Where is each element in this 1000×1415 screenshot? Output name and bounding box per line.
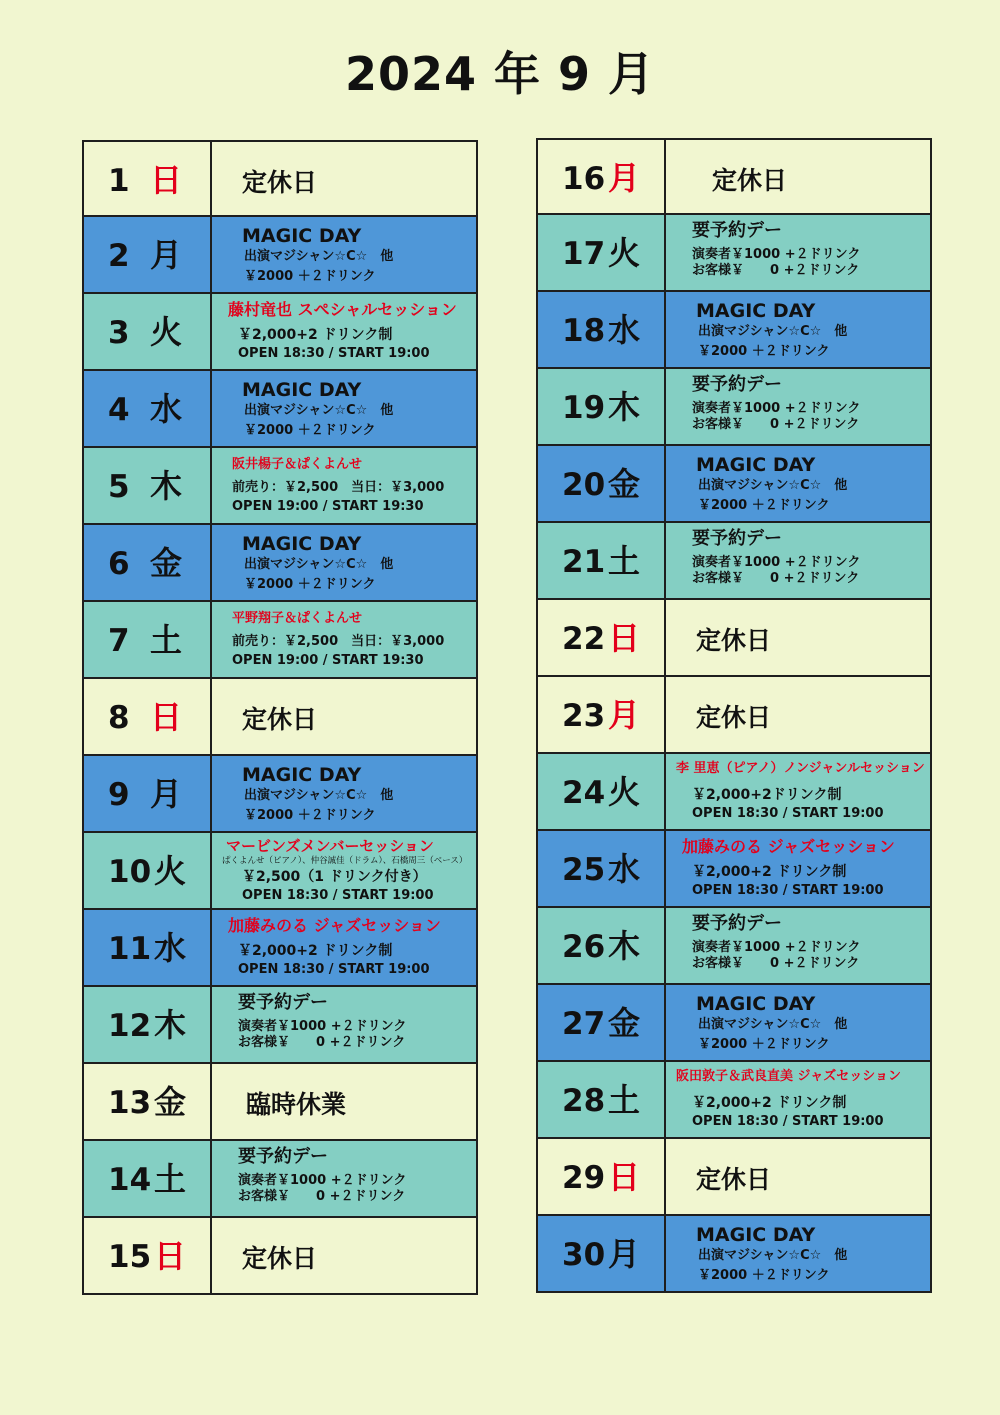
event-title: 要予約デー (238, 992, 328, 1013)
guest-fee: お客様￥ 0 +２ドリンク (692, 417, 860, 432)
day-number: 9 (108, 777, 130, 813)
event-title: 要予約デー (692, 528, 782, 549)
day-number: 3 (108, 315, 130, 351)
day-row (84, 602, 476, 679)
day-row (538, 138, 930, 215)
day-cell (84, 910, 212, 985)
closed-label: 臨時休業 (246, 1090, 347, 1119)
day-number: 15 (108, 1239, 152, 1275)
day-cell (84, 1218, 212, 1293)
event-price: 前売り：￥2,500 当日：￥3,000 (232, 634, 445, 649)
weekday: 水 (150, 390, 183, 428)
closed-label: 定休日 (242, 168, 318, 197)
day-cell (538, 908, 666, 983)
day-number: 12 (108, 1008, 152, 1044)
day-row (84, 833, 476, 910)
day-number: 10 (108, 854, 152, 890)
closed-label: 定休日 (242, 1244, 318, 1273)
day-row (538, 369, 930, 446)
event-title: MAGIC DAY (696, 993, 816, 1015)
weekday: 月 (150, 775, 183, 813)
day-row (84, 1141, 476, 1218)
event-time: OPEN 18:30 / START 19:00 (692, 1114, 884, 1129)
event-title: MAGIC DAY (242, 533, 362, 555)
event-price: 前売り：￥2,500 当日：￥3,000 (232, 480, 445, 495)
day-cell (84, 448, 212, 523)
event-cell (210, 142, 476, 215)
performer-fee: 演奏者￥1000 +２ドリンク (238, 1173, 407, 1188)
day-cell (84, 679, 212, 754)
weekday: 日 (608, 1158, 641, 1196)
weekday: 木 (608, 927, 641, 965)
day-number: 25 (562, 852, 606, 888)
day-cell (538, 523, 666, 598)
event-performers: 出演マジシャン☆C☆ 他 (244, 403, 394, 418)
day-cell (84, 525, 212, 600)
weekday: 火 (150, 313, 183, 351)
day-number: 29 (562, 1160, 606, 1196)
event-cell (664, 446, 930, 521)
event-title: 李 里恵（ピアノ）ノンジャンルセッション (676, 761, 925, 776)
performer-fee: 演奏者￥1000 +２ドリンク (238, 1019, 407, 1034)
event-cell (210, 217, 476, 292)
day-cell (538, 369, 666, 444)
day-number: 5 (108, 469, 130, 505)
day-cell (84, 756, 212, 831)
event-cell (664, 600, 930, 675)
day-row (538, 523, 930, 600)
weekday: 月 (150, 236, 183, 274)
event-title: MAGIC DAY (696, 454, 816, 476)
day-cell (538, 140, 666, 213)
weekday: 金 (608, 1004, 641, 1042)
day-number: 16 (562, 161, 606, 197)
event-price: ￥2000 ＋２ドリンク (244, 577, 376, 592)
event-title: マービンズメンバーセッション (226, 837, 434, 855)
day-number: 17 (562, 236, 606, 272)
day-number: 19 (562, 390, 606, 426)
event-cell (664, 985, 930, 1060)
day-row (538, 292, 930, 369)
weekday: 日 (154, 1237, 187, 1275)
day-number: 22 (562, 621, 606, 657)
day-number: 24 (562, 775, 606, 811)
event-time: OPEN 18:30 / START 19:00 (692, 806, 884, 821)
event-cell (210, 371, 476, 446)
day-number: 7 (108, 623, 130, 659)
day-row (84, 910, 476, 987)
event-title: 要予約デー (692, 913, 782, 934)
weekday: 日 (608, 619, 641, 657)
day-cell (538, 215, 666, 290)
event-cell (664, 1216, 930, 1291)
event-cell (664, 908, 930, 983)
weekday: 月 (608, 696, 641, 734)
event-title: 加藤みのる ジャズセッション (228, 916, 441, 935)
event-cell (664, 369, 930, 444)
event-price: ￥2,000+2 ドリンク制 (238, 943, 393, 959)
weekday: 土 (154, 1160, 187, 1198)
event-cell (210, 602, 476, 677)
guest-fee: お客様￥ 0 +２ドリンク (692, 956, 860, 971)
schedule-column-right (536, 138, 932, 1293)
day-cell (84, 602, 212, 677)
closed-label: 定休日 (696, 703, 772, 732)
weekday: 土 (608, 1081, 641, 1119)
day-cell (538, 446, 666, 521)
day-cell (84, 294, 212, 369)
day-number: 4 (108, 392, 130, 428)
day-cell (84, 833, 212, 908)
page-title: 2024 年 9 月 (344, 47, 656, 101)
event-title: 加藤みのる ジャズセッション (682, 837, 895, 856)
performer-fee: 演奏者￥1000 +２ドリンク (692, 401, 861, 416)
event-title: MAGIC DAY (242, 225, 362, 247)
weekday: 火 (608, 773, 641, 811)
day-cell (538, 292, 666, 367)
day-number: 20 (562, 467, 606, 503)
day-number: 27 (562, 1006, 606, 1042)
weekday: 月 (608, 1235, 641, 1273)
day-number: 11 (108, 931, 152, 967)
day-row (84, 140, 476, 217)
event-time: OPEN 19:00 / START 19:30 (232, 653, 424, 668)
weekday: 水 (608, 850, 641, 888)
closed-label: 定休日 (712, 166, 788, 195)
event-cell (664, 292, 930, 367)
day-cell (538, 1062, 666, 1137)
day-number: 28 (562, 1083, 606, 1119)
event-title: 阪井楊子＆ぱくよんせ (232, 457, 363, 472)
weekday: 金 (150, 544, 183, 582)
event-price: ￥2,000+2 ドリンク制 (692, 1095, 847, 1111)
day-cell (538, 985, 666, 1060)
event-cell (210, 987, 476, 1062)
day-row (84, 756, 476, 833)
event-price: ￥2000 ＋２ドリンク (698, 1037, 830, 1052)
event-cell (664, 523, 930, 598)
guest-fee: お客様￥ 0 +２ドリンク (692, 571, 860, 586)
event-cell (210, 448, 476, 523)
event-performers: 出演マジシャン☆C☆ 他 (698, 324, 848, 339)
schedule-column-left (82, 140, 478, 1295)
weekday: 日 (150, 698, 183, 736)
day-row (84, 217, 476, 294)
event-price: ￥2000 ＋２ドリンク (698, 1268, 830, 1283)
event-time: OPEN 18:30 / START 19:00 (692, 883, 884, 898)
day-row (538, 1139, 930, 1216)
weekday: 土 (150, 621, 183, 659)
event-title: 要予約デー (692, 220, 782, 241)
day-cell (538, 1139, 666, 1214)
guest-fee: お客様￥ 0 +２ドリンク (238, 1035, 406, 1050)
weekday: 水 (608, 311, 641, 349)
event-cell (210, 1218, 476, 1293)
event-cell (664, 754, 930, 829)
event-title: 藤村竜也 スペシャルセッション (228, 300, 457, 319)
day-cell (538, 1216, 666, 1291)
day-row (538, 446, 930, 523)
event-performers: 出演マジシャン☆C☆ 他 (244, 557, 394, 572)
day-row (84, 1064, 476, 1141)
weekday: 金 (608, 465, 641, 503)
day-row (84, 294, 476, 371)
event-price: ￥2,000+2 ドリンク制 (238, 327, 393, 343)
event-price: ￥2,000+2 ドリンク制 (692, 864, 847, 880)
day-row (538, 1062, 930, 1139)
day-number: 21 (562, 544, 606, 580)
performer-fee: 演奏者￥1000 +２ドリンク (692, 940, 861, 955)
day-row (538, 215, 930, 292)
day-number: 6 (108, 546, 130, 582)
weekday: 木 (608, 388, 641, 426)
day-row (84, 1218, 476, 1295)
event-time: OPEN 18:30 / START 19:00 (238, 962, 430, 977)
weekday: 土 (608, 542, 641, 580)
event-cell (210, 525, 476, 600)
day-row (538, 754, 930, 831)
day-number: 18 (562, 313, 606, 349)
day-number: 30 (562, 1237, 606, 1273)
event-time: OPEN 19:00 / START 19:30 (232, 499, 424, 514)
event-cell (664, 677, 930, 752)
day-row (538, 985, 930, 1062)
day-cell (84, 142, 212, 215)
day-number: 1 (108, 163, 130, 199)
event-title: 要予約デー (692, 374, 782, 395)
day-cell (84, 217, 212, 292)
event-price: ￥2000 ＋２ドリンク (244, 423, 376, 438)
event-cell (664, 215, 930, 290)
event-performers: 出演マジシャン☆C☆ 他 (698, 1248, 848, 1263)
weekday: 金 (154, 1083, 187, 1121)
weekday: 木 (154, 1006, 187, 1044)
day-number: 14 (108, 1162, 152, 1198)
day-cell (84, 1141, 212, 1216)
event-title: MAGIC DAY (696, 1224, 816, 1246)
day-row (84, 679, 476, 756)
day-row (84, 371, 476, 448)
guest-fee: お客様￥ 0 +２ドリンク (692, 263, 860, 278)
day-row (538, 831, 930, 908)
event-price: ￥2000 ＋２ドリンク (244, 269, 376, 284)
weekday: 火 (608, 234, 641, 272)
event-performers: 出演マジシャン☆C☆ 他 (244, 249, 394, 264)
performer-fee: 演奏者￥1000 +２ドリンク (692, 247, 861, 262)
event-title: 阪田敦子＆武良直美 ジャズセッション (676, 1069, 902, 1084)
event-time: OPEN 18:30 / START 19:00 (242, 888, 434, 903)
event-cell (210, 833, 476, 908)
day-row (538, 600, 930, 677)
event-cell (210, 1141, 476, 1216)
day-cell (538, 831, 666, 906)
weekday: 水 (154, 929, 187, 967)
day-cell (538, 600, 666, 675)
event-cell (210, 756, 476, 831)
day-row (538, 1216, 930, 1293)
event-title: MAGIC DAY (242, 764, 362, 786)
day-row (538, 677, 930, 754)
day-cell (538, 754, 666, 829)
day-number: 23 (562, 698, 606, 734)
day-number: 2 (108, 238, 130, 274)
event-performers: 出演マジシャン☆C☆ 他 (698, 1017, 848, 1032)
day-row (84, 448, 476, 525)
event-price: ￥2000 ＋２ドリンク (244, 808, 376, 823)
event-price: ￥2,000+2ドリンク制 (692, 787, 842, 803)
event-title: MAGIC DAY (696, 300, 816, 322)
day-cell (84, 987, 212, 1062)
event-price: ￥2,500（1 ドリンク付き） (242, 869, 427, 885)
day-cell (84, 1064, 212, 1139)
event-price: ￥2000 ＋２ドリンク (698, 498, 830, 513)
day-cell (84, 371, 212, 446)
day-number: 13 (108, 1085, 152, 1121)
event-price: ￥2000 ＋２ドリンク (698, 344, 830, 359)
day-number: 8 (108, 700, 130, 736)
event-cell (664, 1139, 930, 1214)
event-title: MAGIC DAY (242, 379, 362, 401)
event-cell (664, 1062, 930, 1137)
day-number: 26 (562, 929, 606, 965)
day-row (84, 987, 476, 1064)
guest-fee: お客様￥ 0 +２ドリンク (238, 1189, 406, 1204)
event-performers: 出演マジシャン☆C☆ 他 (698, 478, 848, 493)
event-members: ぱくよんせ（ピアノ）、仲谷誠佳（ドラム）、石橋周三（ベース） (222, 856, 468, 866)
day-row (538, 908, 930, 985)
closed-label: 定休日 (242, 705, 318, 734)
weekday: 火 (154, 852, 187, 890)
event-time: OPEN 18:30 / START 19:00 (238, 346, 430, 361)
weekday: 月 (608, 159, 641, 197)
event-cell (210, 679, 476, 754)
event-cell (210, 910, 476, 985)
closed-label: 定休日 (696, 626, 772, 655)
closed-label: 定休日 (696, 1165, 772, 1194)
event-cell (664, 140, 930, 213)
event-cell (210, 1064, 476, 1139)
event-performers: 出演マジシャン☆C☆ 他 (244, 788, 394, 803)
event-title: 要予約デー (238, 1146, 328, 1167)
weekday: 木 (150, 467, 183, 505)
performer-fee: 演奏者￥1000 +２ドリンク (692, 555, 861, 570)
event-title: 平野翔子＆ぱくよんせ (232, 611, 363, 626)
event-cell (210, 294, 476, 369)
weekday: 日 (150, 161, 183, 199)
day-row (84, 525, 476, 602)
event-cell (664, 831, 930, 906)
day-cell (538, 677, 666, 752)
